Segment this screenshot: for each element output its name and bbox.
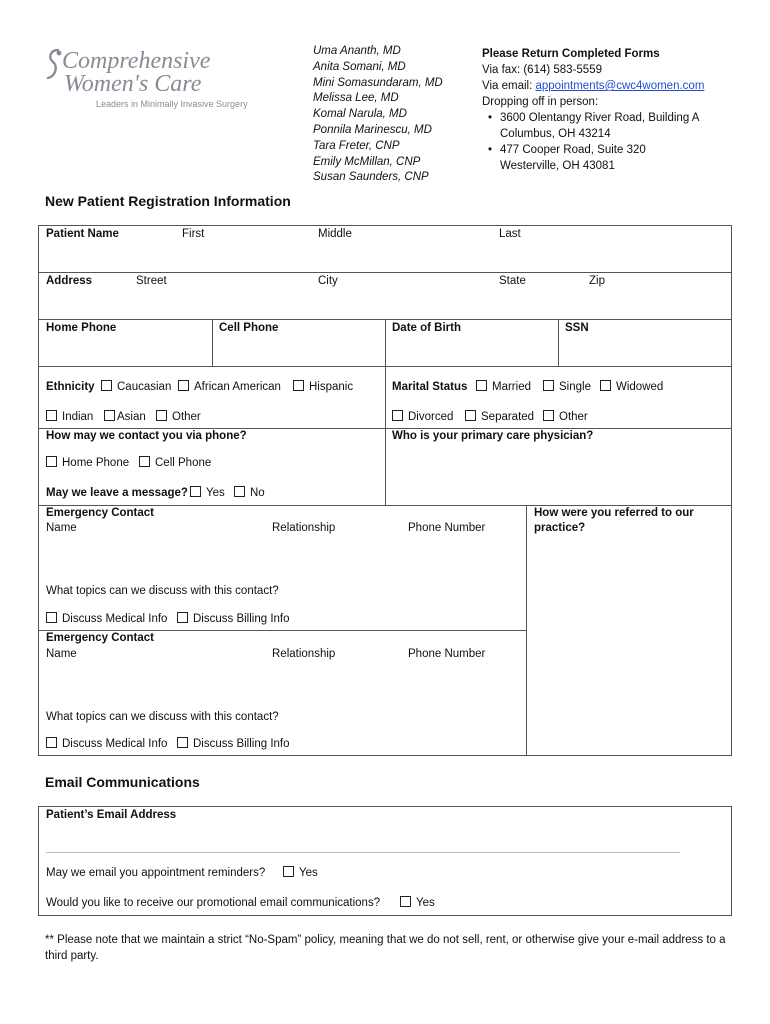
option-label: Discuss Medical Info [62,613,168,625]
checkbox-icon [543,380,554,391]
ec2-topics-question: What topics can we discuss with this contact? [46,711,279,723]
ssn-field[interactable] [560,338,730,364]
middle-name-label: Middle [318,228,352,240]
marital-option-single[interactable] [543,380,591,393]
last-name-label: Last [499,228,521,240]
home-phone-field[interactable] [40,338,210,364]
ec1-phone-label: Phone Number [408,522,486,534]
marital-option-other[interactable] [543,410,588,423]
patient-name-label: Patient Name [46,228,119,240]
address-1-line1: 3600 Olentangy River Road, Building A [500,112,700,124]
staff-name: Uma Ananth, MD [313,45,401,57]
option-label: Separated [481,411,535,423]
ethnicity-option-other[interactable] [156,410,201,423]
return-email-link[interactable]: appointments@cwc4women.com [535,80,705,92]
option-label: Indian [62,411,94,423]
logo-line2: Women's Care [64,71,202,97]
ethnicity-label: Ethnicity [46,381,95,393]
address-2-line1: 477 Cooper Road, Suite 320 [500,144,646,156]
option-label: Discuss Billing Info [193,738,290,750]
emergency-contact-1-label: Emergency Contact [46,507,155,519]
dob-field[interactable] [387,338,556,364]
email-promo-option-yes[interactable] [400,896,435,909]
checkbox-icon [46,410,57,421]
marital-option-separated[interactable] [465,410,534,423]
option-label: African American [194,381,281,393]
checkbox-icon [400,896,411,907]
checkbox-icon [190,486,201,497]
ec1-relationship-label: Relationship [272,522,336,534]
address-1-line2: Columbus, OH 43214 [500,128,611,140]
return-email-prefix: Via email: [482,80,536,92]
staff-name: Ponnila Marinescu, MD [313,123,432,136]
return-fax: Via fax: (614) 583-5559 [482,64,602,76]
staff-name: Komal Narula, MD [313,108,407,121]
contact-option-home-phone[interactable] [46,456,129,469]
address-1 [482,110,704,126]
email-reminders-option-yes[interactable] [283,866,318,879]
checkbox-icon [476,380,487,391]
option-label: Hispanic [309,381,354,393]
marital-option-divorced[interactable] [392,410,453,423]
checkbox-icon [101,380,112,391]
email-address-label: Patient’s Email Address [46,809,177,821]
option-label: Single [559,381,591,393]
ec1-name-label: Name [46,522,77,534]
option-label: Widowed [616,381,664,393]
ec2-field[interactable] [40,666,524,708]
checkbox-icon [156,410,167,421]
return-email-row [482,78,704,94]
ec2-name-label: Name [46,648,77,660]
ethnicity-option-african-american[interactable] [178,380,281,393]
contact-phone-question: How may we contact you via phone? [46,430,247,442]
referral-question-line1: How were you referred to our [534,507,694,519]
contact-option-cell-phone[interactable] [139,456,211,469]
registration-title: New Patient Registration Information [45,193,291,209]
city-label: City [318,275,338,287]
checkbox-icon [283,866,294,877]
checkbox-icon [104,410,115,421]
ec2-option-medical[interactable] [46,737,167,750]
zip-label: Zip [589,275,605,287]
emergency-contact-2-label: Emergency Contact [46,632,155,644]
logo-swirl-icon [44,46,64,86]
option-label: Caucasian [117,381,172,393]
checkbox-icon [177,737,188,748]
checkbox-icon [46,456,57,467]
marital-option-married[interactable] [476,380,531,393]
referral-field[interactable] [528,540,730,754]
ethnicity-option-asian[interactable] [104,410,146,423]
staff-name: Melissa Lee, MD [313,92,399,105]
ethnicity-option-caucasian[interactable] [101,380,171,393]
cell-phone-label: Cell Phone [219,322,279,334]
email-reminders-question: May we email you appointment reminders? [46,867,266,879]
checkbox-icon [543,410,554,421]
ec1-field[interactable] [40,540,524,582]
home-phone-label: Home Phone [46,322,117,334]
ethnicity-option-hispanic[interactable] [293,380,353,393]
cell-phone-field[interactable] [214,338,383,364]
marital-status-label: Marital Status [392,381,468,393]
option-label: Discuss Medical Info [62,738,168,750]
dob-label: Date of Birth [392,322,461,334]
option-label: Other [559,411,588,423]
bullet-icon: • [488,112,493,124]
pcp-field[interactable] [387,448,730,503]
ec1-topics-question: What topics can we discuss with this contact? [46,585,279,597]
address-2 [482,142,704,158]
ec2-option-billing[interactable] [177,737,290,750]
no-spam-note: ** Please note that we maintain a strict “No-Spam” policy, meaning that we do not sell, rent, or otherwise give your e-mail address to a third party. [45,934,726,962]
option-label: Home Phone [62,457,130,469]
option-label: Yes [206,487,225,499]
ec2-phone-label: Phone Number [408,648,486,660]
checkbox-icon [600,380,611,391]
checkbox-icon [178,380,189,391]
state-label: State [499,275,526,287]
staff-name: Mini Somasundaram, MD [313,76,443,89]
leave-message-question: May we leave a message? [46,487,188,499]
checkbox-icon [392,410,403,421]
bullet-icon: • [488,144,493,156]
return-info [482,46,704,174]
referral-question-line2: practice? [534,522,586,534]
staff-name: Anita Somani, MD [313,60,406,73]
checkbox-icon [46,612,57,623]
leave-message-option-no[interactable] [234,486,265,499]
option-label: No [250,487,265,499]
checkbox-icon [46,737,57,748]
address-label: Address [46,275,93,287]
address-2-line2: Westerville, OH 43081 [500,160,615,172]
staff-name: Tara Freter, CNP [313,139,400,152]
checkbox-icon [139,456,150,467]
return-heading: Please Return Completed Forms [482,48,660,60]
pcp-question: Who is your primary care physician? [392,430,594,442]
option-label: Divorced [408,411,454,423]
leave-message-option-yes[interactable] [190,486,225,499]
first-name-label: First [182,228,205,240]
option-label: Yes [416,897,435,909]
ssn-label: SSN [565,322,589,334]
option-label: Yes [299,867,318,879]
option-label: Married [492,381,531,393]
logo-tagline: Leaders in Minimally Invasive Surgery [96,99,248,109]
checkbox-icon [234,486,245,497]
patient-name-field[interactable] [40,244,730,270]
street-label: Street [136,275,167,287]
marital-option-widowed[interactable] [600,380,663,393]
option-label: Other [172,411,201,423]
checkbox-icon [465,410,476,421]
email-promo-question: Would you like to receive our promotional email communications? [46,897,381,909]
checkbox-icon [177,612,188,623]
address-field[interactable] [40,291,730,317]
ec1-option-billing[interactable] [177,612,290,625]
staff-list [313,44,443,186]
email-address-input[interactable] [46,828,680,852]
option-label: Discuss Billing Info [193,613,290,625]
staff-name: Susan Saunders, CNP [313,171,429,184]
option-label: Cell Phone [155,457,212,469]
staff-name: Emily McMillan, CNP [313,155,421,168]
ec1-option-medical[interactable] [46,612,167,625]
return-dropoff: Dropping off in person: [482,96,599,108]
logo-line1: Comprehensive [62,48,211,74]
checkbox-icon [293,380,304,391]
ethnicity-option-indian[interactable] [46,410,93,423]
email-section-title: Email Communications [45,774,200,790]
ec2-relationship-label: Relationship [272,648,336,660]
option-label: Asian [117,411,146,423]
